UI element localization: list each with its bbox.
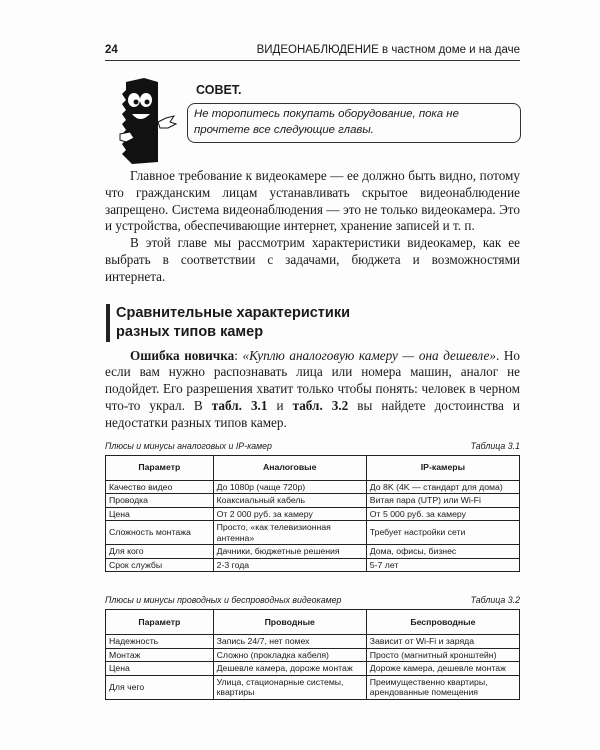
table-cell: Дороже камера, дешевле монтаж [366,662,519,676]
table-cell: Коаксиальный кабель [213,494,366,508]
table-cell: От 5 000 руб. за камеру [366,507,519,521]
mistake-text: . Но если вам нужно распознавать лица или номера машин, аналог не подойдет. Его разрешения хватит только чтобы понять: человек в черном что-то украл. В [105,347,520,413]
table2-caption-text: Плюсы и минусы проводных и беспроводных видеокамер [105,595,342,606]
running-title: ВИДЕОНАБЛЮДЕНИЕ в частном доме и на даче [256,44,520,56]
table1-caption [105,440,520,452]
table-cell: Витая пара (UTP) или Wi-Fi [366,494,519,508]
table-wired-vs-wireless [105,609,520,700]
table-cell: 2-3 года [213,558,366,572]
table-cell: Дешевле камера, дороже монтаж [213,662,366,676]
table-row [106,635,520,649]
table-ref-1: табл. 3.1 [211,397,268,413]
table-row [106,507,520,521]
table1-number: Таблица 3.1 [470,440,520,451]
table-header-row [106,610,520,635]
table-cell: Цена [106,507,214,521]
mistake-text-end: вы найдете достоинства и недостатки разных типов камер. [105,397,520,430]
intro-paragraph-2: В этой главе мы рассмотрим характеристики видеокамер, как ее выбрать в соответствии с задачами, бюджета и возможностями интернета. [105,235,520,284]
section-heading-line-1: Сравнительные характеристики [116,304,350,321]
table-row [106,648,520,662]
table-cell: Цена [106,662,214,676]
table-row [106,662,520,676]
page-number: 24 [105,44,118,56]
section-heading-line-2: разных типов камер [116,323,264,340]
column-header: Аналоговые [213,455,366,480]
table-header-row [106,455,520,480]
table-row [106,494,520,508]
table-cell: До 1080p (чаще 720p) [213,480,366,494]
table-cell: Преимущественно квартиры, арендованные помещения [366,675,519,699]
intro-text [105,168,520,286]
table-row [106,480,520,494]
table-cell: 5-7 лет [366,558,519,572]
column-header: Проводные [213,610,366,635]
table2-number: Таблица 3.2 [470,595,520,606]
mistake-paragraph: Ошибка новичка: «Куплю аналоговую камеру — она дешевле». Но если вам нужно распознавать лица или номера машин, аналог не подойдет. Его разрешения хватит только чтобы понять: человек в черном что-то украл. В табл. 3.1 и табл. 3.2 вы найдете достоинства и недостатки разных типов камер. [105,347,520,430]
table-cell: Монтаж [106,648,214,662]
conjunction: и [267,397,293,413]
table-row [106,545,520,559]
table2-caption [105,594,520,606]
table-cell: Зависит от Wi-Fi и заряда [366,635,519,649]
section-heading [106,304,520,342]
table-cell: До 8K (4K — стандарт для дома) [366,480,519,494]
column-header: Параметр [106,610,214,635]
table-cell: Для чего [106,675,214,699]
table-cell: Срок службы [106,558,214,572]
table-cell: От 2 000 руб. за камеру [213,507,366,521]
table-cell: Дачники, бюджетные решения [213,545,366,559]
mistake-quote: «Куплю аналоговую камеру — она дешевле» [242,347,496,363]
advice-bubble: Не торопитесь покупать оборудование, пока не прочтете все следующие главы. [187,103,521,143]
table-cell: Дома, офисы, бизнес [366,545,519,559]
column-header: Параметр [106,455,214,480]
table-cell: Качество видео [106,480,214,494]
mistake-label: Ошибка новичка [130,347,235,363]
table-ref-2: табл. 3.2 [292,397,349,413]
table-cell: Просто (магнитный кронштейн) [366,648,519,662]
intro-paragraph-1: Главное требование к видеокамере — ее должно быть видно, потому что гражданским лицам устанавливать скрытое видеонаблюдение запрещено. Система видеонаблюдения — это не только видеокамера. Это и устройства, обеспечивающие интернет, хранение записей и т. п. [105,168,520,234]
column-header: Беспроводные [366,610,519,635]
table-analog-vs-ip [105,455,520,573]
table-cell: Требует настройки сети [366,521,519,545]
advice-label: СОВЕТ. [196,83,242,97]
table-row [106,521,520,545]
table-cell: Запись 24/7, нет помех [213,635,366,649]
table-row [106,558,520,572]
table-cell: Сложно (прокладка кабеля) [213,648,366,662]
table-cell: Надежность [106,635,214,649]
table-cell: Для кого [106,545,214,559]
table-row [106,675,520,699]
column-header: IP-камеры [366,455,519,480]
table1-caption-text: Плюсы и минусы аналоговых и IP-камер [105,440,272,451]
page-body [105,0,520,720]
table-cell: Улица, стационарные системы, квартиры [213,675,366,699]
table-cell: Проводка [106,494,214,508]
table-cell: Сложность монтажа [106,521,214,545]
table-cell: Просто, «как телевизионная антенна» [213,521,366,545]
